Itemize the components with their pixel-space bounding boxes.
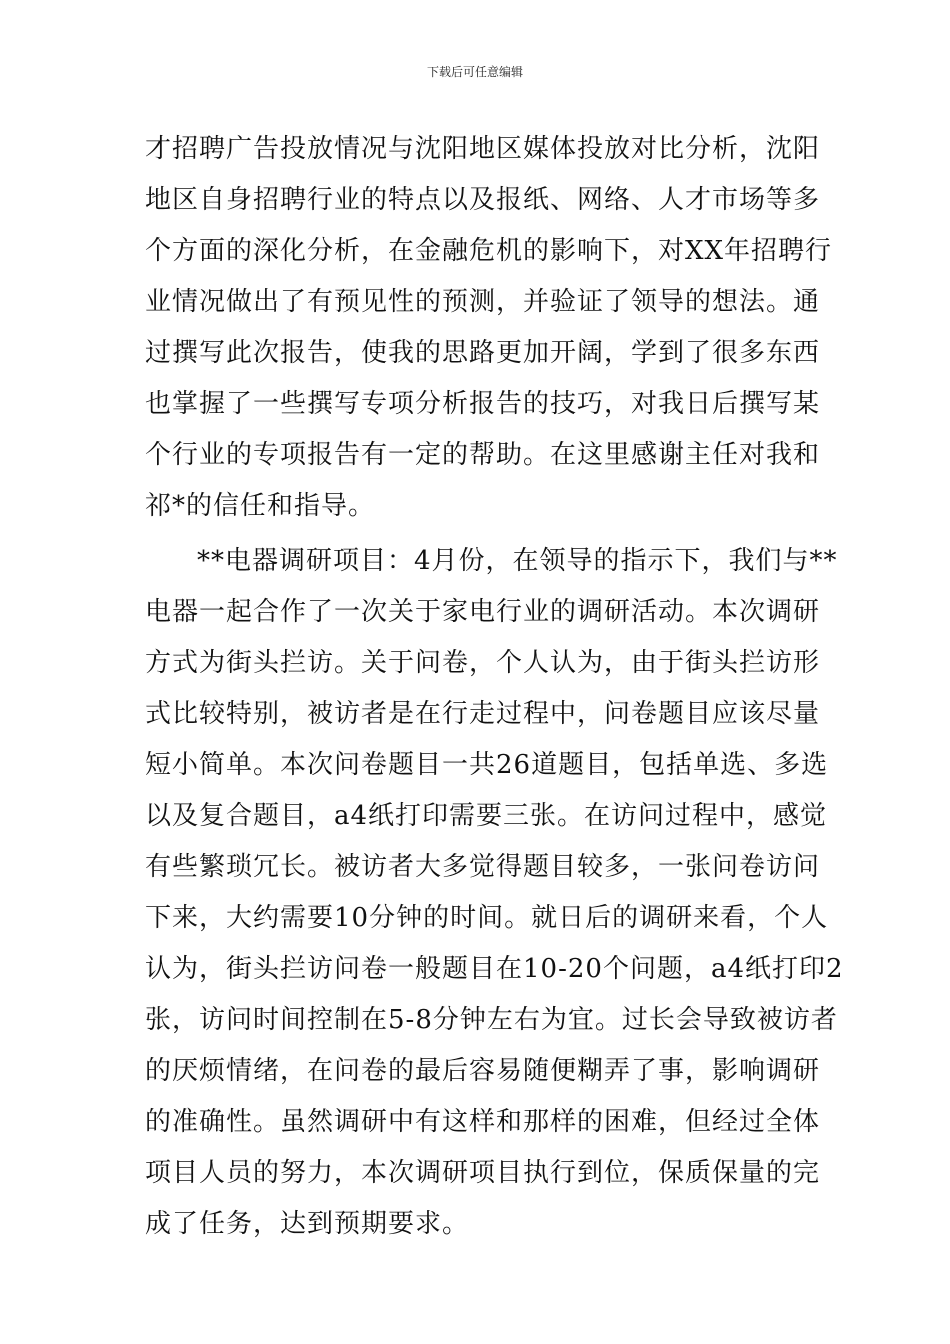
text-line: 过撰写此次报告，使我的思路更加开阔，学到了很多东西 — [145, 338, 821, 368]
text-line: 电器一起合作了一次关于家电行业的调研活动。本次调研 — [145, 597, 821, 627]
document-body — [145, 124, 844, 1250]
text-line: 下来，大约需要10分钟的时间。就日后的调研来看，个人 — [145, 903, 829, 933]
text-line: 地区自身招聘行业的特点以及报纸、网络、人才市场等多 — [145, 185, 821, 215]
text-line: **电器调研项目：4月份，在领导的指示下，我们与** — [197, 546, 838, 576]
paragraph-appliance-research — [145, 536, 844, 1250]
text-line: 有些繁琐冗长。被访者大多觉得题目较多，一张问卷访问 — [145, 852, 821, 882]
text-line: 短小简单。本次问卷题目一共26道题目，包括单选、多选 — [145, 750, 829, 780]
text-line: 成了任务，达到预期要求。 — [145, 1209, 470, 1239]
text-line: 的厌烦情绪，在问卷的最后容易随便糊弄了事，影响调研 — [145, 1056, 821, 1086]
text-line: 个方面的深化分析，在金融危机的影响下，对XX年招聘行 — [145, 236, 833, 266]
text-line: 个行业的专项报告有一定的帮助。在这里感谢主任对我和 — [145, 440, 821, 470]
text-line: 以及复合题目，a4纸打印需要三张。在访问过程中，感觉 — [145, 801, 828, 831]
text-line: 的准确性。虽然调研中有这样和那样的困难，但经过全体 — [145, 1107, 821, 1137]
page-header: 下载后可任意编辑 — [426, 65, 523, 79]
text-line: 祁*的信任和指导。 — [145, 491, 376, 521]
text-line: 式比较特别，被访者是在行走过程中，问卷题目应该尽量 — [145, 699, 821, 729]
text-line: 才招聘广告投放情况与沈阳地区媒体投放对比分析，沈阳 — [145, 134, 821, 164]
text-line: 项目人员的努力，本次调研项目执行到位，保质保量的完 — [145, 1158, 821, 1188]
text-line: 也掌握了一些撰写专项分析报告的技巧，对我日后撰写某 — [145, 389, 821, 419]
paragraph-report-summary — [145, 124, 833, 532]
text-line: 方式为街头拦访。关于问卷，个人认为，由于街头拦访形 — [145, 648, 821, 678]
text-line: 张，访问时间控制在5-8分钟左右为宜。过长会导致被访者 — [145, 1005, 838, 1035]
text-line: 业情况做出了有预见性的预测，并验证了领导的想法。通 — [145, 287, 821, 317]
text-line: 认为，街头拦访问卷一般题目在10-20个问题，a4纸打印2 — [145, 954, 844, 984]
